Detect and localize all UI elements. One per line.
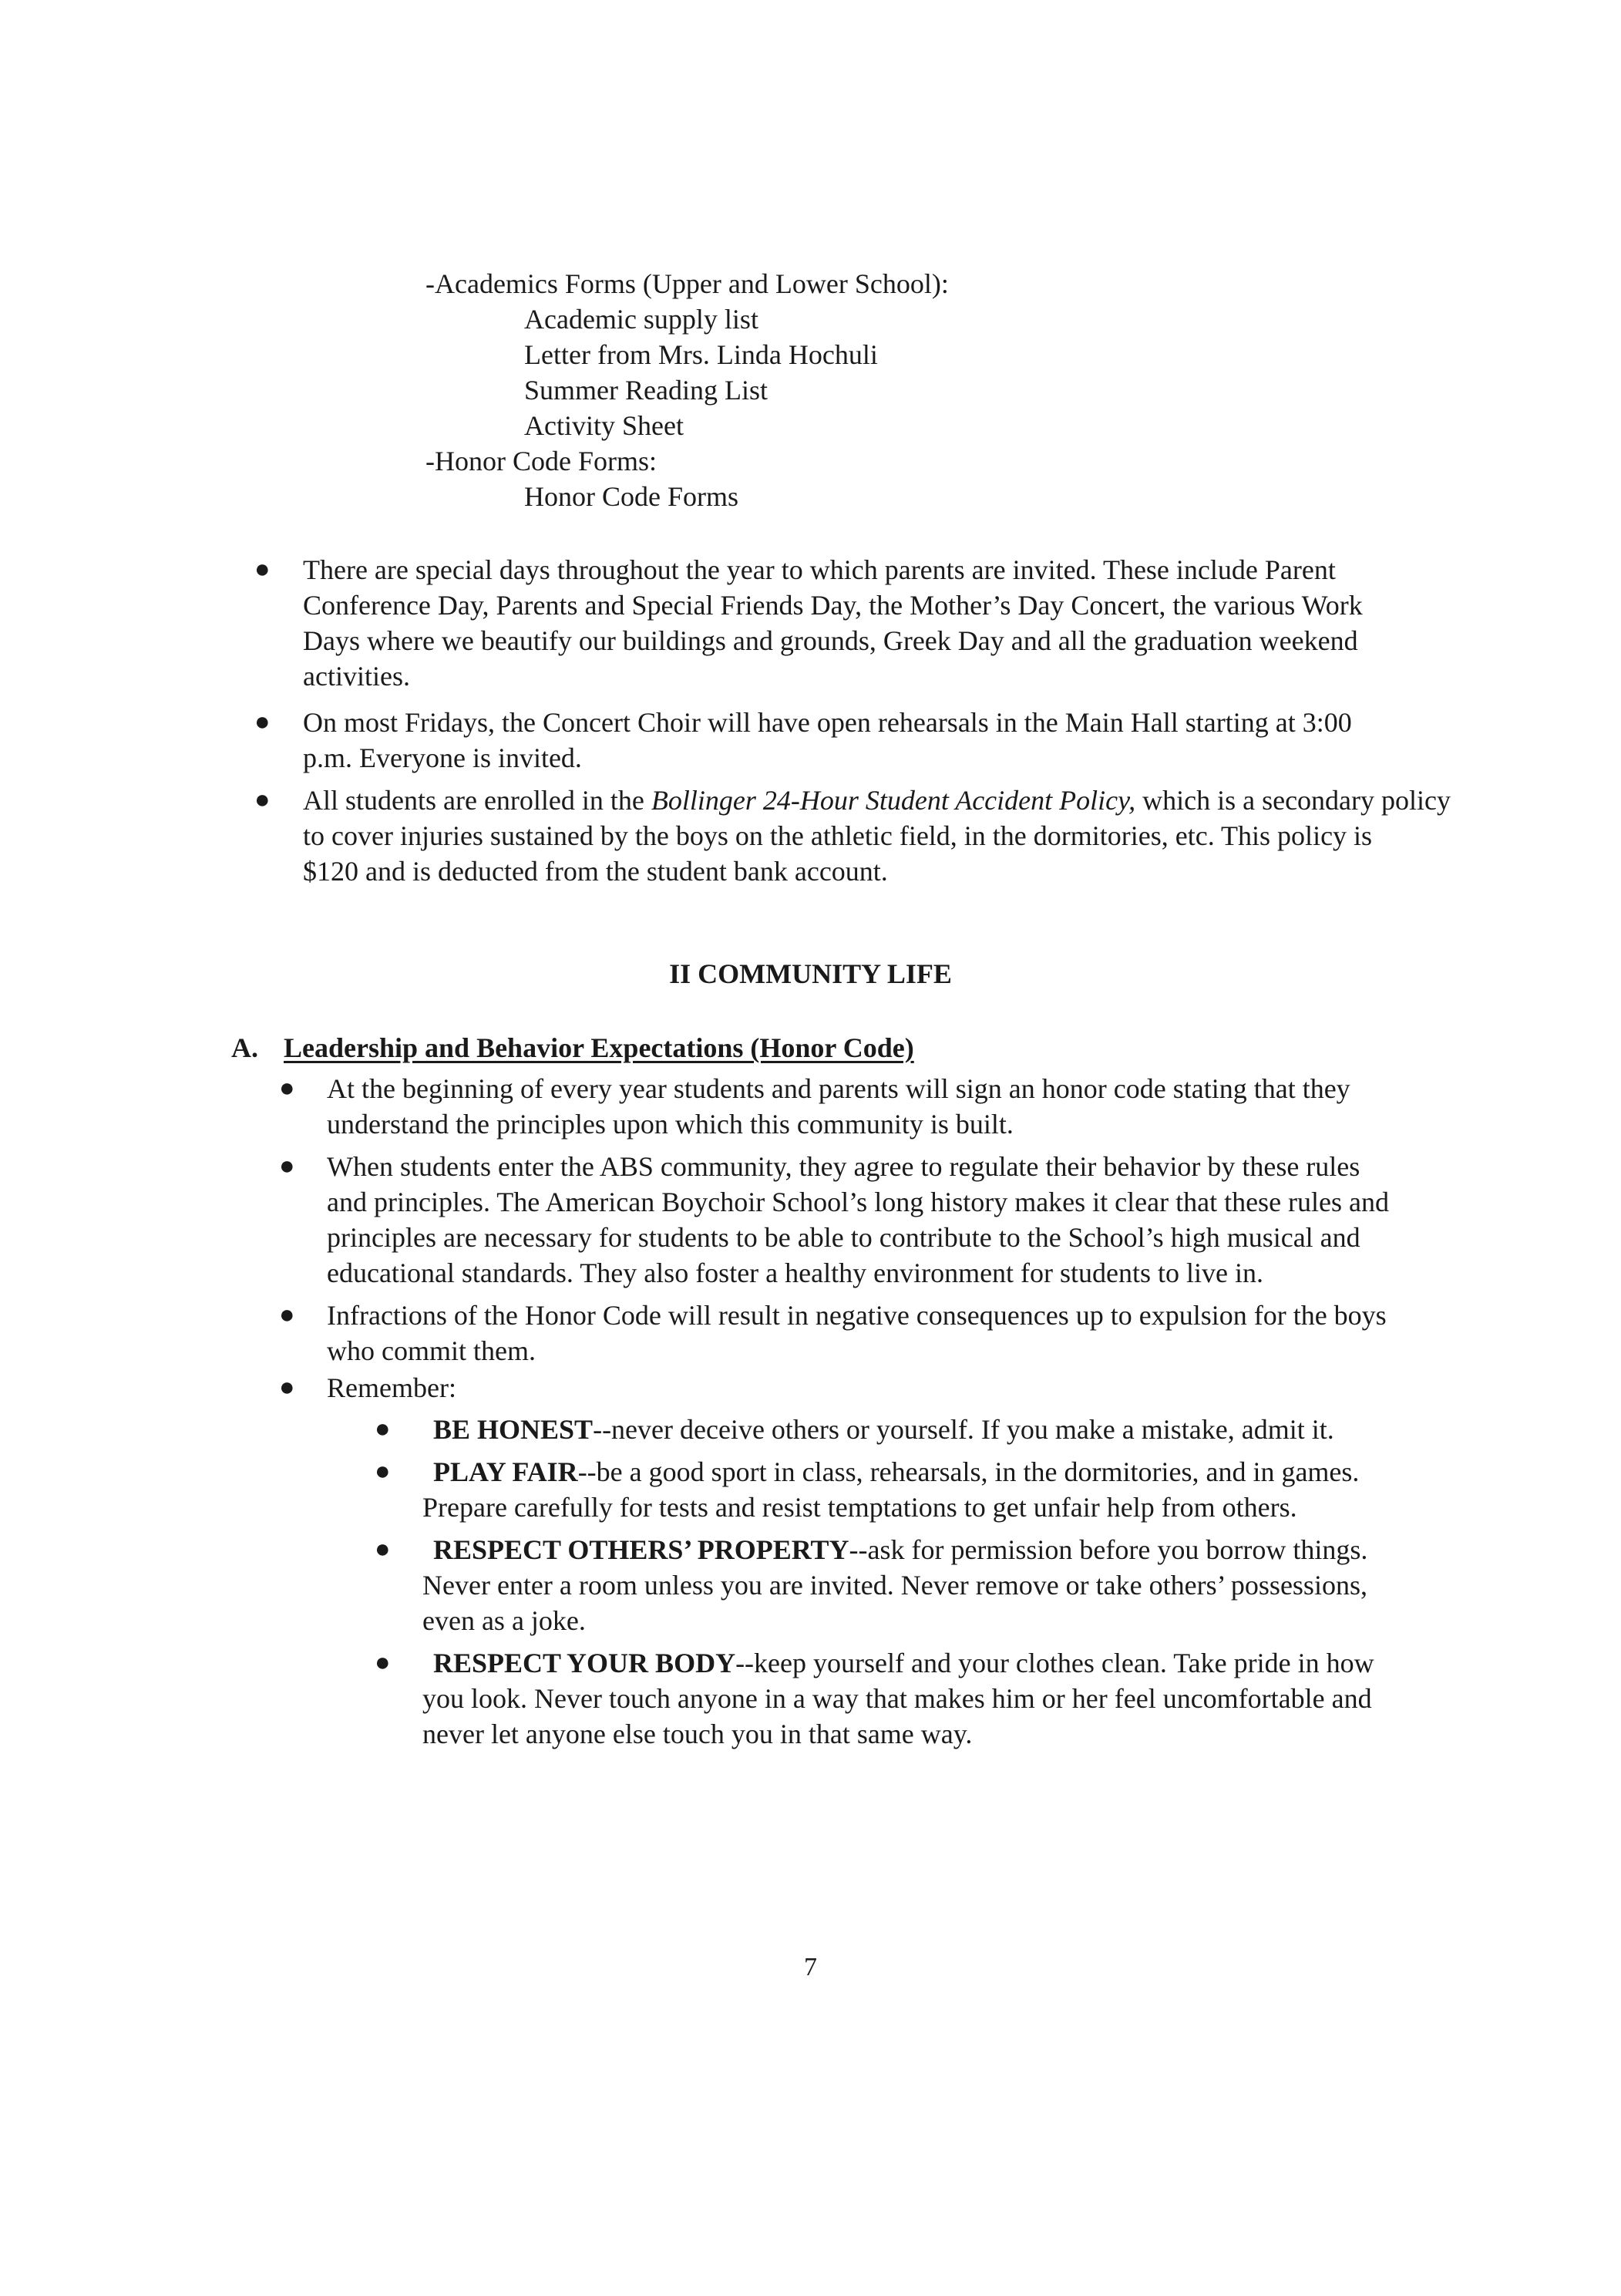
remember-term: RESPECT OTHERS’ PROPERTY bbox=[433, 1534, 849, 1565]
bullet-icon: ● bbox=[279, 1152, 295, 1180]
info-bullet-line bbox=[303, 783, 1451, 818]
bullet-icon: ● bbox=[279, 1373, 295, 1402]
bullet-icon: ● bbox=[375, 1648, 391, 1677]
academics-form-item: Academic supply list bbox=[524, 304, 758, 335]
remember-item-line bbox=[433, 1532, 1367, 1567]
bullet-icon: ● bbox=[375, 1457, 391, 1486]
honor-bullet-line: At the beginning of every year students and parents will sign an honor code stating that they bbox=[327, 1073, 1350, 1104]
honor-bullet-line: understand the principles upon which this community is built. bbox=[327, 1109, 1014, 1140]
info-bullet-line: to cover injuries sustained by the boys on the athletic field, in the dormitories, etc. This policy is bbox=[303, 820, 1373, 851]
page-number: 7 bbox=[804, 1953, 817, 1981]
bullet-icon: ● bbox=[254, 555, 271, 584]
policy-lead-tail: which is a secondary policy bbox=[1135, 785, 1451, 816]
honor-bullet-line: who commit them. bbox=[327, 1335, 536, 1366]
honor-bullet-line: Remember: bbox=[327, 1372, 456, 1403]
info-bullet-line: Days where we beautify our buildings and grounds, Greek Day and all the graduation weekend bbox=[303, 625, 1358, 656]
bullet-icon: ● bbox=[375, 1415, 391, 1443]
remember-item-line: never let anyone else touch you in that same way. bbox=[422, 1719, 973, 1749]
honor-form-item: Honor Code Forms bbox=[524, 481, 738, 512]
remember-term: PLAY FAIR bbox=[433, 1456, 578, 1487]
remember-text: --ask for permission before you borrow things. bbox=[849, 1534, 1368, 1565]
remember-item-line bbox=[433, 1454, 1359, 1490]
policy-lead: All students are enrolled in the bbox=[303, 785, 651, 816]
remember-item-line: even as a joke. bbox=[422, 1605, 586, 1636]
bullet-icon: ● bbox=[254, 786, 271, 814]
subsection-title: Leadership and Behavior Expectations (Honor Code) bbox=[284, 1032, 914, 1063]
remember-item-line: you look. Never touch anyone in a way that makes him or her feel uncomfortable and bbox=[422, 1683, 1372, 1714]
honor-forms-label: -Honor Code Forms: bbox=[425, 446, 657, 476]
remember-text: --be a good sport in class, rehearsals, in the dormitories, and in games. bbox=[577, 1456, 1360, 1487]
honor-bullet-line: educational standards. They also foster a healthy environment for students to live in. bbox=[327, 1257, 1264, 1288]
remember-term: BE HONEST bbox=[433, 1414, 594, 1445]
info-bullet-line: There are special days throughout the year to which parents are invited. These include Parent bbox=[303, 554, 1336, 585]
academics-forms-label: -Academics Forms (Upper and Lower School): bbox=[425, 268, 949, 299]
section-title: II COMMUNITY LIFE bbox=[669, 958, 952, 989]
honor-bullet-line: Infractions of the Honor Code will result in negative consequences up to expulsion for the boys bbox=[327, 1300, 1387, 1331]
honor-bullet-line: and principles. The American Boychoir School’s long history makes it clear that these rules and bbox=[327, 1187, 1390, 1217]
bullet-icon: ● bbox=[375, 1535, 391, 1564]
remember-term: RESPECT YOUR BODY bbox=[433, 1648, 736, 1678]
info-bullet-line: $120 and is deducted from the student bank account. bbox=[303, 856, 888, 887]
info-bullet-line: Conference Day, Parents and Special Friends Day, the Mother’s Day Concert, the various Work bbox=[303, 590, 1363, 621]
remember-text: --keep yourself and your clothes clean. Take pride in how bbox=[735, 1648, 1374, 1678]
info-bullet-line: On most Fridays, the Concert Choir will have open rehearsals in the Main Hall starting at 3:00 bbox=[303, 707, 1352, 738]
subsection-letter: A. bbox=[231, 1032, 258, 1063]
academics-form-item: Letter from Mrs. Linda Hochuli bbox=[524, 339, 878, 370]
remember-item-line: Prepare carefully for tests and resist temptations to get unfair help from others. bbox=[422, 1492, 1297, 1523]
academics-form-item: Summer Reading List bbox=[524, 375, 768, 406]
remember-item-line bbox=[433, 1645, 1374, 1681]
policy-name: Bollinger 24-Hour Student Accident Policy, bbox=[651, 785, 1136, 816]
remember-text: --never deceive others or yourself. If you make a mistake, admit it. bbox=[593, 1414, 1334, 1445]
info-bullet-line: p.m. Everyone is invited. bbox=[303, 742, 582, 773]
bullet-icon: ● bbox=[279, 1074, 295, 1103]
remember-item-line: Never enter a room unless you are invited. Never remove or take others’ possessions, bbox=[422, 1570, 1367, 1601]
academics-form-item: Activity Sheet bbox=[524, 410, 684, 441]
bullet-icon: ● bbox=[279, 1301, 295, 1329]
bullet-icon: ● bbox=[254, 708, 271, 736]
honor-bullet-line: principles are necessary for students to be able to contribute to the School’s high musical and bbox=[327, 1222, 1360, 1253]
honor-bullet-line: When students enter the ABS community, they agree to regulate their behavior by these rules bbox=[327, 1151, 1360, 1182]
remember-item-line bbox=[433, 1412, 1334, 1447]
info-bullet-line: activities. bbox=[303, 661, 410, 692]
